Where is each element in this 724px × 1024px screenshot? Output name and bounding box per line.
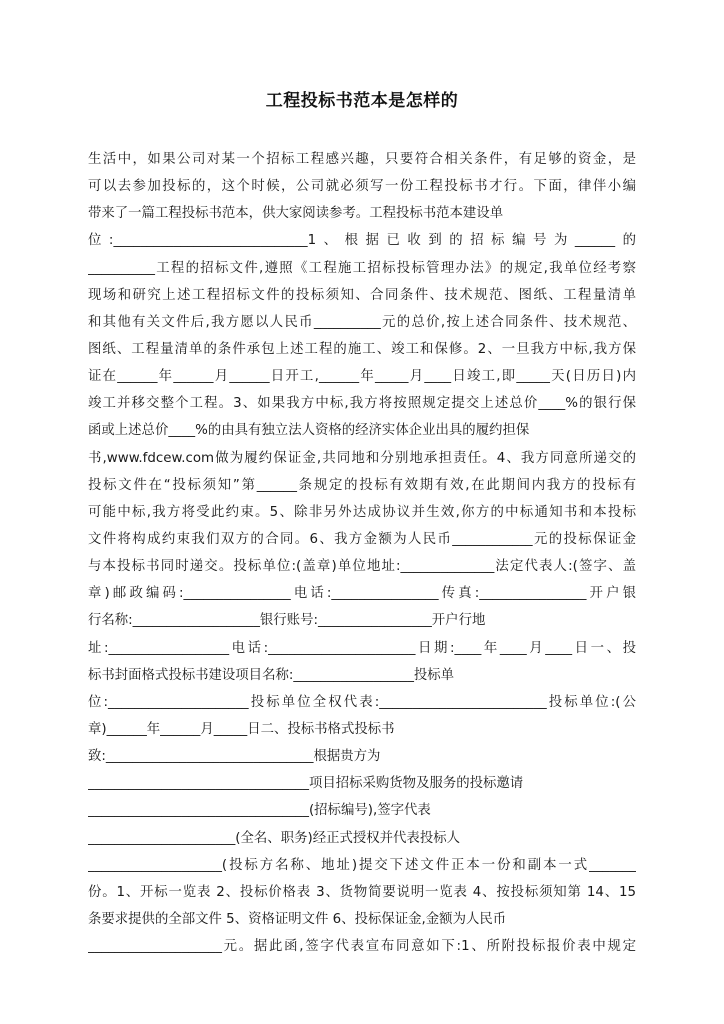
paragraph-line: 可能中标,我方将受此约束。5、除非另外达成协议并生效,你方的中标通知书和本投标 (88, 504, 636, 520)
page-title: 工程投标书范本是怎样的 (265, 91, 459, 111)
paragraph-line: _________________________________项目招标采购货物及服务的投标邀请 (88, 776, 524, 792)
paragraph-line: 和其他有关文件后,我方愿以人民币__________元的总价,按上述合同条件、技术规范、 (88, 314, 636, 330)
paragraph-line: 文件将构成约束我们双方的合同。6、我方金额为人民币____________元的投标保证金 (88, 531, 636, 547)
paragraph-line: 致:_______________________________根据贵方为 (88, 749, 381, 765)
paragraph-line: 行名称:___________________银行账号:_________________开户行地 (88, 613, 486, 629)
paragraph-line: 证在______年______月______日开工,______年_____月____日竣工,即_____天(日历日)内 (88, 369, 636, 385)
paragraph-line: 生活中，如果公司对某一个招标工程感兴趣，只要符合相关条件，有足够的资金，是 (88, 152, 636, 167)
paragraph-line: ______________________(全名、职务)经正式授权并代表投标人 (88, 830, 460, 846)
paragraph-line: 章)邮政编码:________________电话:________________传真:________________开户银 (88, 586, 636, 602)
paragraph-line: 投标文件在“投标须知”第______条规定的投标有效期有效,在此期间内我方的投标有 (88, 477, 636, 493)
paragraph-line: 位:_____________________投标单位全权代表:_________________________投标单位:(公 (88, 694, 636, 710)
document-body (88, 146, 636, 960)
paragraph-line: _________________________________(招标编号),签字代表 (88, 803, 431, 819)
paragraph-line: 份。1、开标一览表 2、投标价格表 3、货物简要说明一览表 4、按投标须知第 14、15 (88, 884, 636, 900)
paragraph-line: 书,www.fdcew.com做为履约保证金,共同地和分别地承担责任。4、我方同意所递交的 (88, 450, 636, 466)
paragraph-line: 现场和研究上述工程招标文件的投标须知、合同条件、技术规范、图纸、工程量清单 (88, 287, 636, 303)
paragraph-line: 位:_____________________________1、根据已收到的招标编号为______的 (88, 233, 636, 249)
paragraph-line: 图纸、工程量清单的条件承包上述工程的施工、竣工和保修。2、一旦我方中标,我方保 (88, 341, 636, 357)
paragraph-line: ____________________(投标方名称、地址)提交下述文件正本一份和副本一式_______ (88, 857, 636, 873)
paragraph-line: 可以去参加投标的，这个时候，公司就必须写一份工程投标书才行。下面，律伴小编 (88, 179, 636, 195)
paragraph-line: 函或上述总价____%的由具有独立法人资格的经济实体企业出具的履约担保 (88, 423, 530, 439)
paragraph-line: ____________________元。据此函,签字代表宣布同意如下:1、所附投标报价表中规定 (88, 939, 636, 955)
paragraph-line: __________工程的招标文件,遵照《工程施工招标投标管理办法》的规定,我单位经考察 (88, 260, 636, 276)
paragraph-line: 章)______年______月_____日二、投标书格式投标书 (88, 721, 395, 737)
paragraph-line: 标书封面格式投标书建设项目名称:__________________投标单 (88, 667, 455, 683)
paragraph-line: 址:__________________电话:______________________日期:____年____月____日一、投 (88, 640, 636, 656)
paragraph-line: 与本投标书同时递交。投标单位:(盖章)单位地址:______________法定代表人:(签字、盖 (88, 559, 636, 575)
paragraph-line: 带来了一篇工程投标书范本，供大家阅读参考。工程投标书范本建设单 (88, 206, 504, 222)
paragraph-line: 条要求提供的全部文件 5、资格证明文件 6、投标保证金,金额为人民币 (88, 911, 507, 927)
paragraph-line: 竣工并移交整个工程。3、如果我方中标,我方将按照规定提交上述总价____%的银行保 (88, 396, 636, 412)
